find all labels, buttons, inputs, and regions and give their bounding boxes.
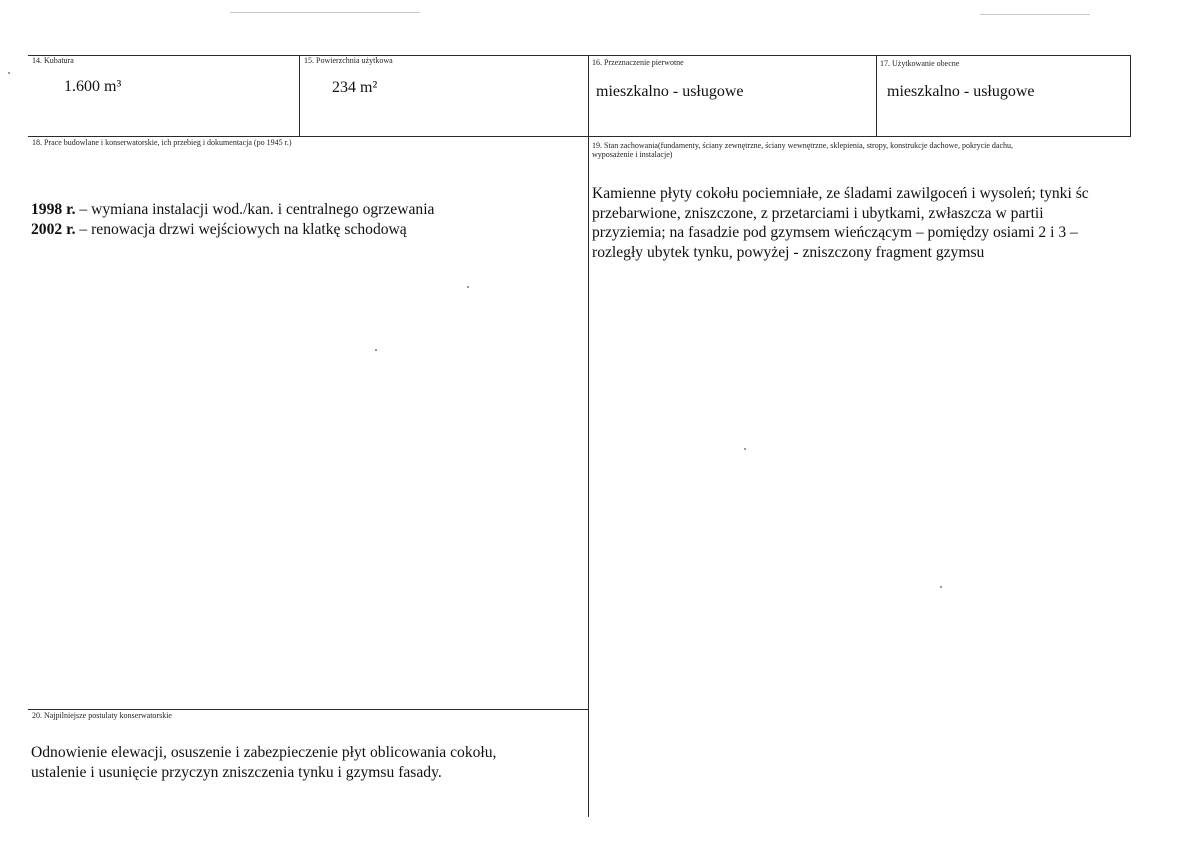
entry-year: 2002 r. — [31, 220, 76, 238]
field-20-line: ustalenie i usunięcie przyczyn zniszczenia tynku i gzymsu fasady. — [31, 763, 442, 781]
col-divider-14-15 — [299, 55, 300, 137]
field-19-label-line: 19. Stan zachowania(fundamenty, ściany zewnętrzne, ściany wewnętrzne, sklepienia, stropy, konstrukcje dachowe, pokrycie dachu, — [592, 141, 1014, 150]
field-19-line: rozległy ubytek tynku, powyżej - zniszczony fragment gzymsu — [592, 243, 985, 261]
entry-year: 1998 r. — [31, 201, 76, 218]
field-18-entry — [31, 220, 434, 240]
field-20-line: Odnowienie elewacji, osuszenie i zabezpieczenie płyt oblicowania cokołu, — [31, 744, 497, 761]
field-18-entries — [31, 200, 434, 239]
field-19-line: przebarwione, zniszczone, z przetarciami i ubytkami, zwłaszcza w partii — [592, 204, 1044, 222]
col-divider-16-17 — [876, 55, 877, 137]
field-18-entry — [31, 200, 434, 220]
field-17-label: 17. Użytkowanie obecne — [880, 59, 960, 68]
scan-mark — [230, 12, 420, 13]
field-19-label — [592, 141, 1013, 159]
entry-text: – renowacja drzwi wejściowych na klatkę schodową — [75, 220, 407, 238]
field-19-line: Kamienne płyty cokołu pociemniałe, ze śladami zawilgoceń i wysoleń; tynki śc — [592, 185, 1089, 202]
col-divider-main — [588, 55, 589, 817]
field-16-value: mieszkalno - usługowe — [596, 83, 744, 100]
field-18-label: 18. Prace budowlane i konserwatorskie, ich przebieg i dokumentacja (po 1945 r.) — [32, 138, 292, 147]
scan-speck — [940, 586, 942, 588]
row-divider — [28, 136, 1131, 137]
field-20-text — [31, 743, 496, 782]
field-19-label-line: wyposażenie i instalacje) — [592, 150, 673, 159]
scan-speck — [8, 72, 10, 74]
field-19-line: przyziemia; na fasadzie pod gzymsem wieńczącym – pomiędzy osiami 2 i 3 – — [592, 224, 1078, 241]
scan-speck — [467, 286, 469, 288]
scan-speck — [744, 448, 746, 450]
field-17-value: mieszkalno - usługowe — [887, 83, 1035, 100]
scan-speck — [375, 349, 377, 351]
field-16-label: 16. Przeznaczenie pierwotne — [592, 58, 684, 67]
top-border — [28, 55, 1131, 56]
field-14-value: 1.600 m³ — [64, 78, 122, 95]
entry-text: – wymiana instalacji wod./kan. i centralnego ogrzewania — [75, 201, 435, 218]
field-15-value: 234 m² — [332, 79, 378, 96]
field-19-text — [592, 184, 1089, 262]
field-14-label: 14. Kubatura — [32, 56, 74, 65]
section-20-divider — [28, 709, 588, 710]
right-border — [1130, 55, 1131, 137]
field-20-label: 20. Najpilniejsze postulaty konserwatorskie — [32, 711, 172, 720]
field-15-label: 15. Powierzchnia użytkowa — [304, 56, 393, 65]
scan-mark — [980, 14, 1090, 15]
